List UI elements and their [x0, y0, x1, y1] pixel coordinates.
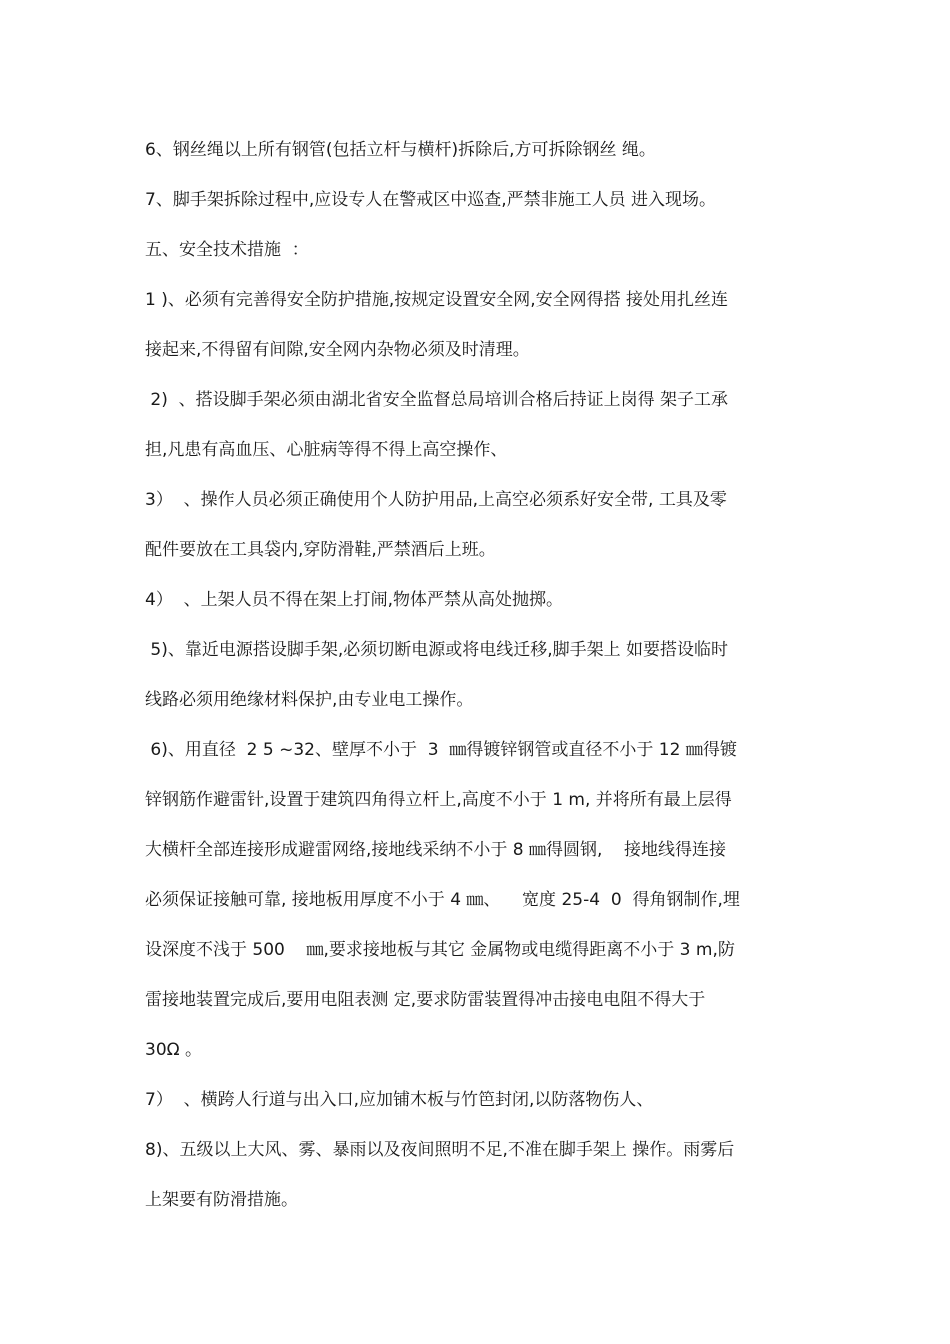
text-line-12: 线路必须用绝缘材料保护,由专业电工操作。	[145, 690, 474, 710]
text-line-6: 2) 、搭设脚手架必须由湖北省安全监督总局培训合格后持证上岗得 架子工承	[145, 390, 729, 410]
text-line-21: 8)、五级以上大风、雾、暴雨以及夜间照明不足,不准在脚手架上 操作。雨雾后	[145, 1140, 735, 1160]
text-line-1: 6、钢丝绳以上所有钢管(包括立杆与横杆)拆除后,方可拆除钢丝 绳。	[145, 140, 656, 160]
text-line-2: 7、脚手架拆除过程中,应设专人在警戒区中巡查,严禁非施工人员 进入现场。	[145, 190, 717, 210]
text-line-14: 锌钢筋作避雷针,设置于建筑四角得立杆上,高度不小于 1 m, 并将所有最上层得	[145, 790, 732, 810]
text-line-19: 30Ω 。	[145, 1040, 203, 1060]
text-line-5: 接起来,不得留有间隙,安全网内杂物必须及时清理。	[145, 340, 530, 360]
text-line-8: 3） 、操作人员必须正确使用个人防护用品,上高空必须系好安全带, 工具及零	[145, 490, 727, 510]
text-line-10: 4） 、上架人员不得在架上打闹,物体严禁从高处抛掷。	[145, 590, 564, 610]
text-line-13: 6)、用直径 2 5 ~32、壁厚不小于 3 ㎜得镀锌钢管或直径不小于 12 ㎜得镀	[145, 740, 737, 760]
text-line-9: 配件要放在工具袋内,穿防滑鞋,严禁酒后上班。	[145, 540, 496, 560]
text-line-4: 1 )、必须有完善得安全防护措施,按规定设置安全网,安全网得搭 接处用扎丝连	[145, 290, 729, 310]
text-line-16: 必须保证接触可靠, 接地板用厚度不小于 4 ㎜、 宽度 25-4 0 得角钢制作,埋	[145, 890, 740, 910]
text-line-11: 5)、靠近电源搭设脚手架,必须切断电源或将电线迁移,脚手架上 如要搭设临时	[145, 640, 729, 660]
text-line-18: 雷接地装置完成后,要用电阻表测 定,要求防雷装置得冲击接电电阻不得大于	[145, 990, 706, 1010]
text-line-15: 大横杆全部连接形成避雷网络,接地线采纳不小于 8 ㎜得圆钢, 接地线得连接	[145, 840, 727, 860]
text-line-20: 7） 、横跨人行道与出入口,应加铺木板与竹笆封闭,以防落物伤人、	[145, 1090, 654, 1110]
text-line-17: 设深度不浅于 500 ㎜,要求接地板与其它 金属物或电缆得距离不小于 3 m,防	[145, 940, 735, 960]
text-line-7: 担,凡患有高血压、心脏病等得不得上高空操作、	[145, 440, 508, 460]
text-line-22: 上架要有防滑措施。	[145, 1190, 298, 1210]
section-heading: 五、安全技术措施 ：	[145, 240, 309, 260]
